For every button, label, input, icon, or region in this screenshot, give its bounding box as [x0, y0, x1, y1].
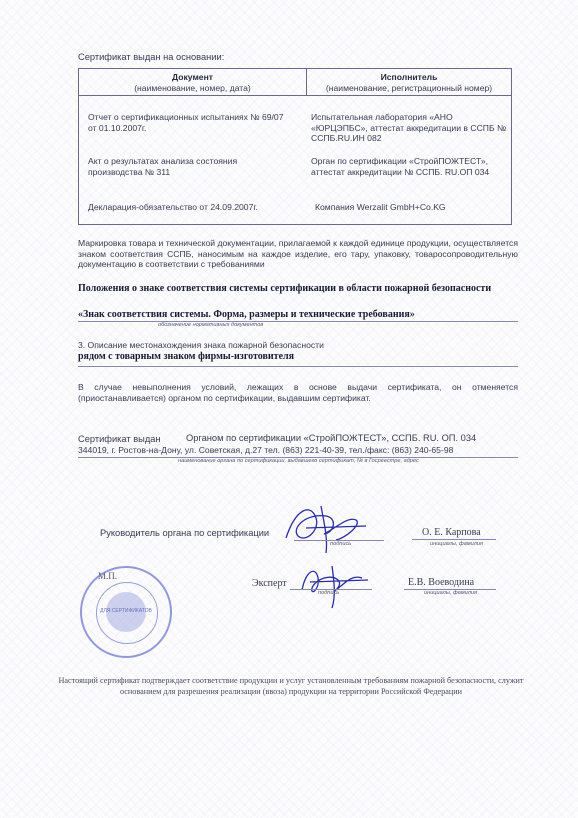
table-header-divider — [79, 95, 511, 96]
regulation-standard: «Знак соответствия системы. Форма, размеры и технические требования» — [78, 309, 415, 320]
issued-by: Органом по сертификации «СтройПОЖТЕСТ», ССПБ. RU. ОП. 034 — [186, 433, 477, 443]
expert-signature — [292, 560, 376, 610]
expert-signature-caption: подпись — [318, 590, 340, 596]
location-underline — [78, 366, 518, 367]
table-row-2-executor: Орган по сертификации «СтройПОЖТЕСТ», аттестат аккредитации № ССПБ. RU.ОП 034 — [311, 156, 490, 177]
head-label: Руководитель органа по сертификации — [100, 528, 270, 538]
head-name-line — [412, 539, 496, 540]
table-row-1-executor: Испытательная лаборатория «АНО «ЮРЦЭПБС», аттестат аккредитации в ССПБ № ССПБ.RU.ИН 082 — [311, 112, 507, 143]
regulation-underline — [78, 321, 518, 322]
head-name: О. Е. Карпова — [422, 527, 481, 538]
issued-label: Сертификат выдан — [78, 434, 161, 444]
marking-text: Маркировка товара и технической документации, прилагаемой к каждой единице продукции, осуществляется знаком соответствия ССПБ, наносимым на каждое изделие, его тару, упаковку, товаросопроводительную документацию в соответствии с требованиями — [78, 238, 518, 269]
basis-heading: Сертификат выдан на основании: — [78, 52, 225, 62]
footer-text: Настоящий сертификат подтверждает соответствие продукции и услуг установленным требованиям пожарной безопасности, служит основанием для разрешения реализации (ввоза) продукции на территории Российской Федерации — [58, 676, 524, 696]
stamp-text: ДЛЯ СЕРТИФИКАТОВ — [100, 608, 152, 614]
official-stamp — [80, 566, 172, 658]
expert-name-caption: инициалы, фамилия — [424, 590, 478, 596]
head-name-caption: инициалы, фамилия — [430, 541, 484, 547]
cancellation-text: В случае невыполнения условий, лежащих в основе выдачи сертификата, он отменяется (приостанавливается) органом по сертификации, выдавшим сертификат. — [78, 382, 518, 403]
head-signature-caption: подпись — [330, 541, 352, 547]
basis-table — [78, 68, 512, 225]
expert-label: Эксперт — [252, 578, 287, 589]
location-heading: 3. Описание местонахождения знака пожарной безопасности — [78, 340, 324, 350]
regulation-caption: обозначение нормативных документов — [158, 322, 264, 328]
table-row-3-executor: Компания Werzalit GmbH+Co.KG — [315, 202, 446, 212]
table-row-1-document: Отчет о сертификационных испытаниях № 69/07 от 01.10.2007г. — [88, 112, 284, 133]
location-value: рядом с товарным знаком фирмы-изготовителя — [78, 351, 295, 362]
regulation-title: Положения о знаке соответствия системы сертификации в области пожарной безопасности — [78, 283, 492, 294]
table-row-2-document: Акт о результатах анализа состояния производства № 311 — [88, 156, 238, 177]
expert-name: Е.В. Воеводина — [408, 577, 475, 588]
head-signature — [276, 498, 376, 558]
issued-caption: наименование органа по сертификации, выдавшего сертификат, № в Госреестре, адрес — [178, 458, 419, 464]
table-header-document: Документ (наименование, номер, дата) — [134, 72, 251, 93]
stamp-label: М.П. — [98, 571, 118, 581]
table-header-executor: Исполнитель (наименование, регистрационный номер) — [325, 72, 493, 93]
table-row-3-document: Декларация-обязательство от 24.09.2007г. — [88, 202, 258, 212]
issued-address: 344019, г. Ростов-на-Дону, ул. Советская, д.27 тел. (863) 221-40-39, тел./факс: (863) 240-65-98 — [78, 445, 454, 455]
